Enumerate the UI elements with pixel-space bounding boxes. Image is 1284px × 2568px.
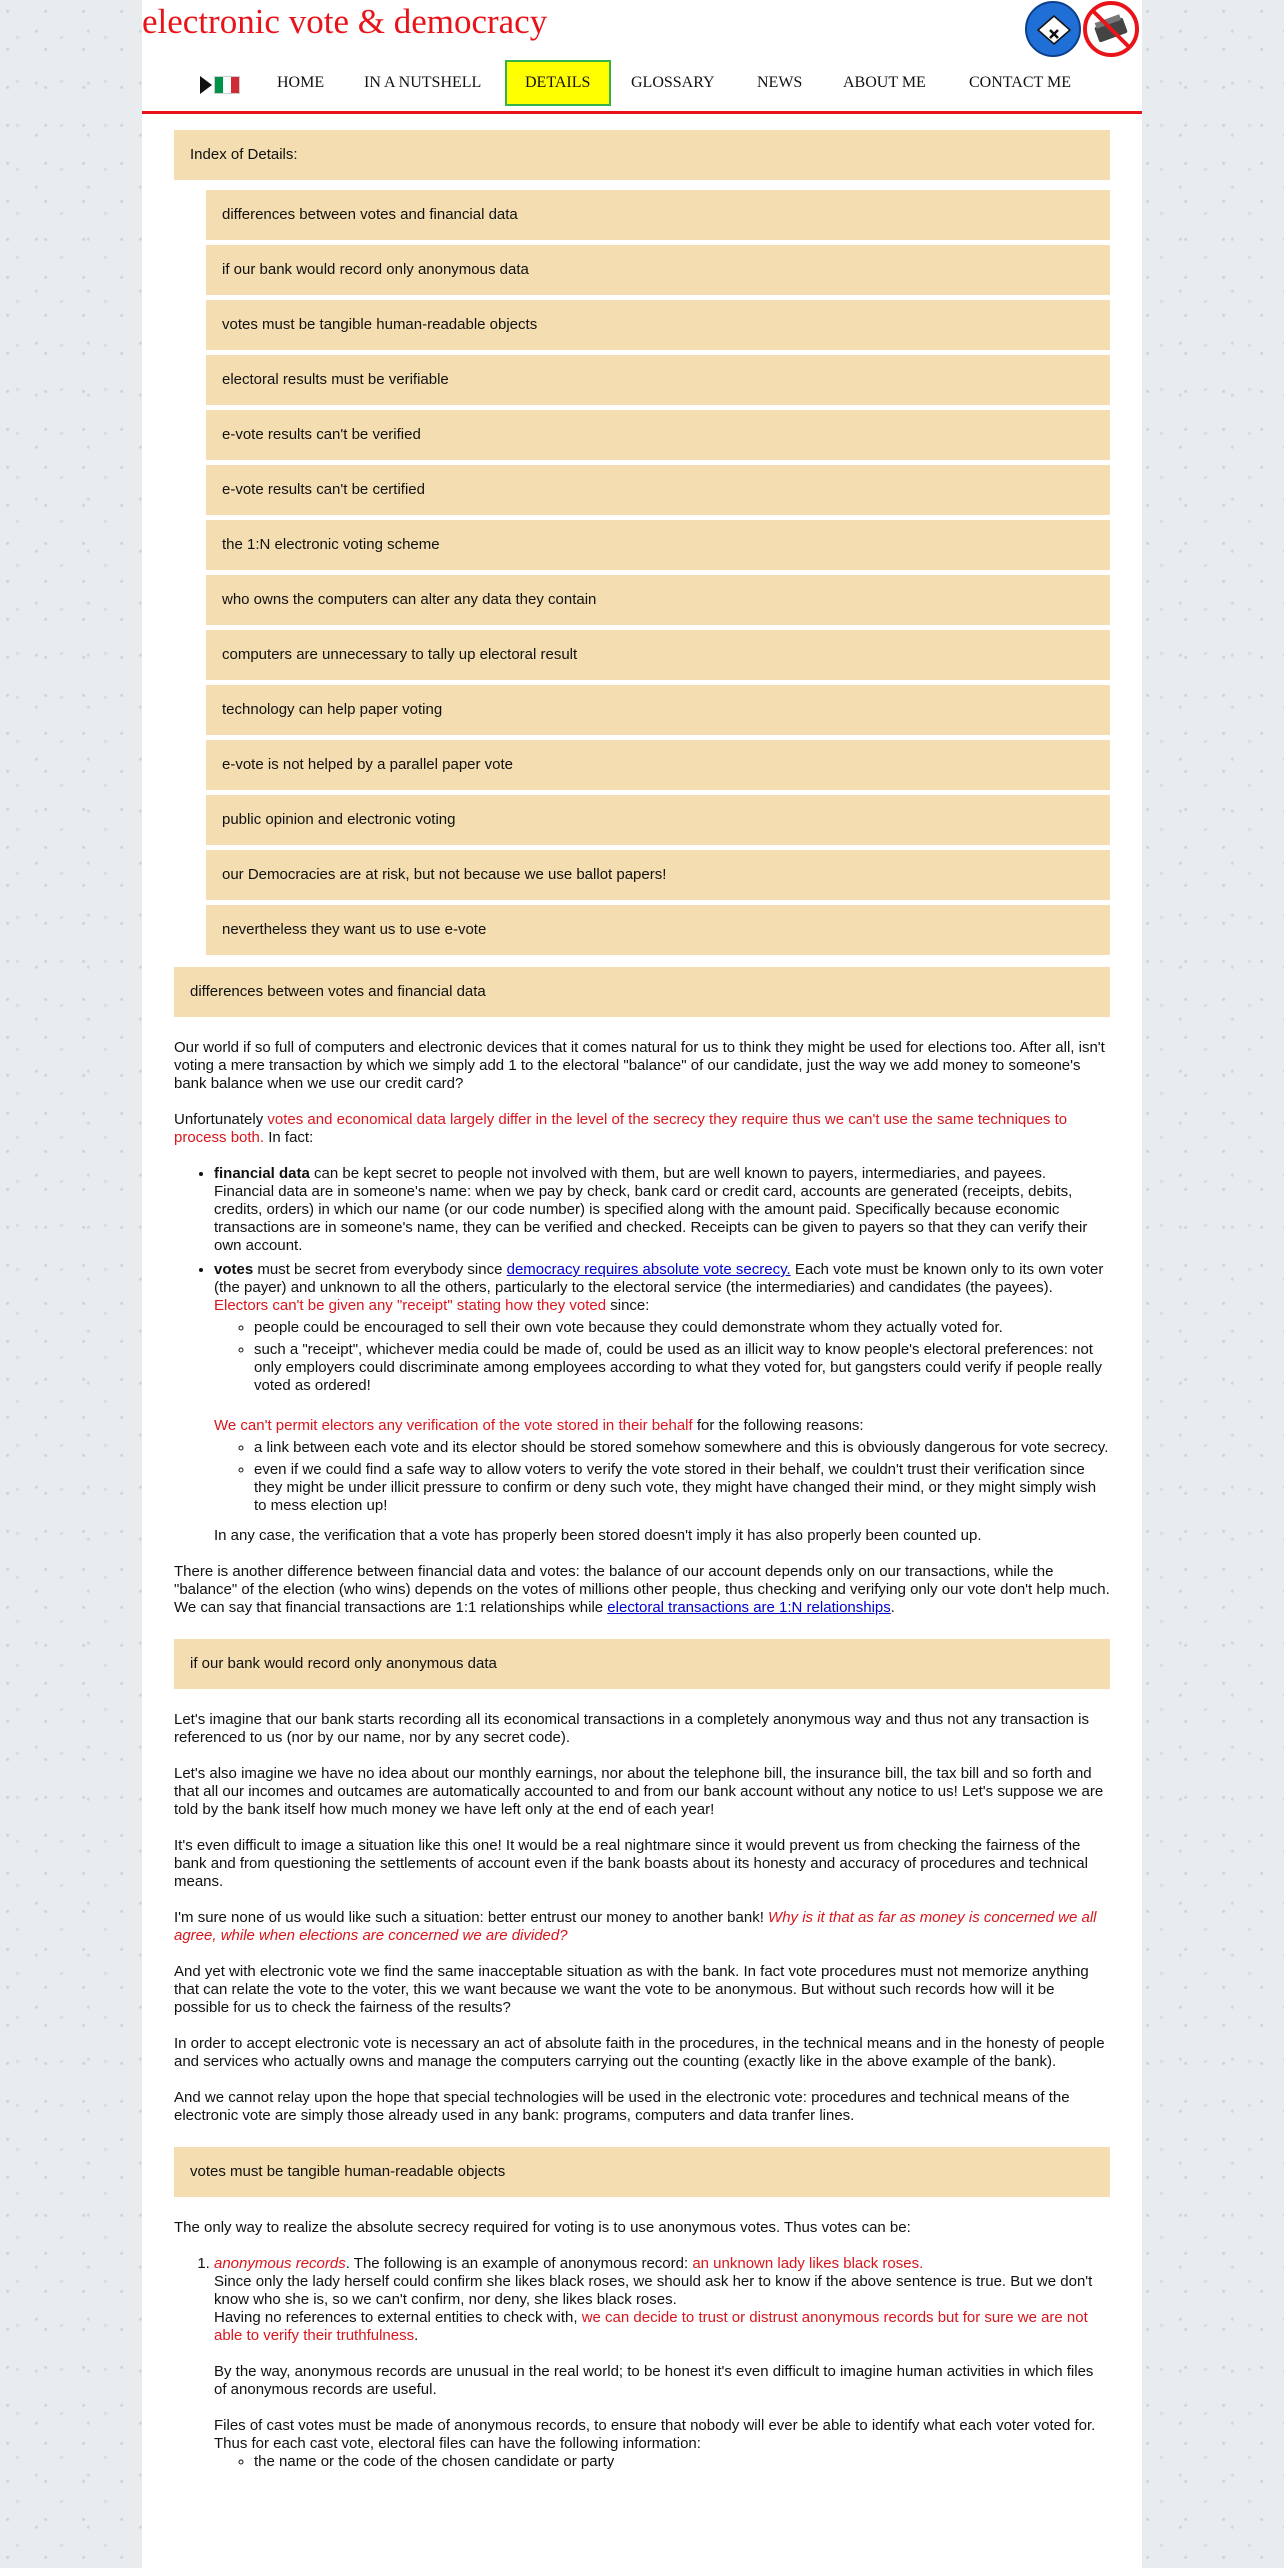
section-heading-anonymous-bank: if our bank would record only anonymous data xyxy=(174,1639,1110,1689)
nav-in-a-nutshell[interactable]: IN A NUTSHELL xyxy=(364,74,482,91)
paragraph: In any case, the verification that a vote has properly been stored doesn't imply it has also properly been counted up. xyxy=(214,1527,982,1544)
index-item[interactable]: technology can help paper voting xyxy=(206,685,1110,735)
nav-glossary[interactable]: GLOSSARY xyxy=(631,74,715,91)
highlight-text: an unknown lady likes black roses. xyxy=(692,2255,924,2272)
vote-kinds-list xyxy=(174,2255,1110,2471)
text: I'm sure none of us would like such a situation: better entrust our money to another bank! xyxy=(174,1909,769,1926)
paragraph xyxy=(174,1563,1110,1617)
nav-about-me[interactable]: ABOUT ME xyxy=(843,74,926,91)
nav-divider xyxy=(142,111,1142,114)
paragraph: And yet with electronic vote we find the same inacceptable situation as with the bank. In fact vote procedures must not memorize anything that can relate the vote to the voter, this we want because we want the vote to be anonymous. But without such records how will it be possible for us to check the fairness of the results? xyxy=(174,1963,1089,2016)
text: . xyxy=(414,2327,419,2344)
index-item[interactable]: computers are unnecessary to tally up electoral result xyxy=(206,630,1110,680)
term: financial data xyxy=(214,1165,310,1182)
text: . xyxy=(890,1599,895,1616)
index-item[interactable]: votes must be tangible human-readable objects xyxy=(206,300,1110,350)
italian-flag-icon xyxy=(214,76,240,94)
highlight-text: we can decide to trust or distrust anonymous records but for sure we are not able to verify their truthfulness xyxy=(214,2309,1088,2344)
highlight-text: Why is it that as far as money is concerned we all agree, while when elections are concerned we are divided? xyxy=(174,1909,1097,1944)
page xyxy=(142,0,1142,2568)
text: Unfortunately xyxy=(174,1111,268,1128)
list-item: ◦ a link between each vote and its elector should be stored somehow somewhere and this is obviously dangerous for vote secrecy. xyxy=(254,1439,1110,1457)
nav-details[interactable]: DETAILS xyxy=(505,60,611,106)
paragraph: By the way, anonymous records are unusual in the real world; to be honest it's even difficult to imagine human activities in which files of anonymous records are useful. xyxy=(214,2363,1094,2398)
index-item[interactable]: differences between votes and financial data xyxy=(206,190,1110,240)
text: There is another difference between financial data and votes: the balance of our account depends only on our transactions, while the "balance" of the election (who wins) depends on the votes of millions other people, thus checking and verifying only our vote don't help much. We can say that financial transactions are 1:1 relationships while xyxy=(174,1563,1110,1616)
site-title[interactable]: electronic vote & democracy xyxy=(142,2,548,41)
index-item[interactable]: the 1:N electronic voting scheme xyxy=(206,520,1110,570)
nav-news[interactable]: NEWS xyxy=(757,74,803,91)
receipt-reasons-list xyxy=(214,1319,1110,1395)
list-item xyxy=(214,1261,1110,1545)
list-item: ◦ even if we could find a safe way to allow voters to verify the vote stored in their behalf, we couldn't trust their verification since they might be under illicit pressure to confirm or deny such vote, they might have changed their mind, or they might simply wish to mess election up! xyxy=(254,1461,1110,1515)
text: for the following reasons: xyxy=(692,1417,864,1434)
text: must be secret from everybody since xyxy=(253,1261,507,1278)
index-item[interactable]: who owns the computers can alter any data they contain xyxy=(206,575,1110,625)
index-item[interactable]: e-vote results can't be certified xyxy=(206,465,1110,515)
highlight-term: anonymous records xyxy=(214,2255,346,2272)
index-item[interactable]: electoral results must be verifiable xyxy=(206,355,1110,405)
section-heading-votes-vs-financial: differences between votes and financial data xyxy=(174,967,1110,1017)
list-item: ◦ such a "receipt", whichever media could be made of, could be used as an illicit way to know people's electoral preferences: not only employers could discriminate among employees according to what they voted for, but gangsters could verify if people really voted as ordered! xyxy=(254,1341,1110,1395)
no-voting-machine-icon[interactable] xyxy=(1082,0,1140,58)
text: can be kept secret to people not involved with them, but are well known to payers, intermediaries, and payees. Financial data are in someone's name: when we pay by check, bank card or credit card, accounts are generated (receipts, debits, credits, orders) in which our name (or our code number) is specified along with the amount paid. Specifically because economic transactions are in someone's name, they can be verified and checked. Receipts can be given to payers so that they can verify their own account. xyxy=(214,1165,1088,1254)
text: Since only the lady herself could confirm she likes black roses, we should ask her to know if the above sentence is true. But we don't know who she is, so we can't confirm, nor deny, she likes black roses. xyxy=(214,2273,1093,2308)
list-item: ◦ people could be encouraged to sell their own vote because they could demonstrate whom they actually voted for. xyxy=(254,1319,1110,1337)
index-list xyxy=(206,190,1110,955)
list-item: ◦ the name or the code of the chosen candidate or party xyxy=(254,2453,1110,2471)
index-item[interactable]: e-vote is not helped by a parallel paper vote xyxy=(206,740,1110,790)
nav-home[interactable]: HOME xyxy=(277,74,325,91)
paragraph: And we cannot relay upon the hope that special technologies will be used in the electronic vote: procedures and technical means of the electronic vote are simply those already used in any bank: programs, computers and data tranfer lines. xyxy=(174,2089,1070,2124)
one-to-n-link[interactable]: electoral transactions are 1:N relationships xyxy=(607,1599,891,1616)
comparison-list xyxy=(174,1165,1110,1545)
index-title: Index of Details: xyxy=(174,130,1110,180)
list-item xyxy=(214,2255,1110,2471)
paragraph: In order to accept electronic vote is necessary an act of absolute faith in the procedures, in the technical means and in the honesty of people and services who actually owns and manage the computers carrying out the counting (exactly like in the above example of the bank). xyxy=(174,2035,1105,2070)
paragraph xyxy=(174,1909,1110,1945)
text: Each vote must be known only to its own voter (the payer) and unknown to all the others, particularly to the electoral service (the intermediaries) and candidates (the payees). xyxy=(214,1261,1104,1296)
index-item[interactable]: if our bank would record only anonymous data xyxy=(206,245,1110,295)
vote-secrecy-link[interactable]: democracy requires absolute vote secrecy. xyxy=(506,1261,791,1278)
paragraph: Let's also imagine we have no idea about our monthly earnings, nor about the telephone bill, the insurance bill, the tax bill and so forth and that all our incomes and outcames are automatically accounted to and from our bank account without any notice to us! Let's suppose we are told by the bank itself how much money we have left only at the end of each year! xyxy=(174,1765,1104,1818)
verification-reasons-list xyxy=(214,1439,1110,1515)
main-nav xyxy=(142,60,1142,110)
highlight-text: Electors can't be given any "receipt" stating how they voted xyxy=(214,1297,607,1314)
text: . The following is an example of anonymous record: xyxy=(345,2255,693,2272)
vote-record-fields-list xyxy=(214,2453,1110,2471)
nav-contact-me[interactable]: CONTACT ME xyxy=(969,74,1071,91)
highlight-text: We can't permit electors any verification of the vote stored in their behalf xyxy=(214,1417,693,1434)
paragraph: Our world if so full of computers and electronic devices that it comes natural for us to think they might be used for elections too. After all, isn't voting a mere transaction by which we simply add 1 to the electoral "balance" of our candidate, just the way we add money to someone's bank balance when we use our credit card? xyxy=(174,1039,1105,1092)
paragraph xyxy=(174,1111,1110,1147)
text: since: xyxy=(606,1297,650,1314)
term: votes xyxy=(214,1261,254,1278)
paragraph: Let's imagine that our bank starts recording all its economical transactions in a completely anonymous way and thus not any transaction is referenced to us (nor by our name, nor by any secret code). xyxy=(174,1711,1090,1746)
language-switch[interactable] xyxy=(200,73,240,97)
text: In fact: xyxy=(264,1129,314,1146)
text: Having no references to external entities to check with, xyxy=(214,2309,582,2326)
highlight-text: votes and economical data largely differ in the level of the secrecy they require thus we can't use the same techniques to process both. xyxy=(174,1111,1068,1146)
arrow-right-icon xyxy=(200,76,212,94)
section-heading-tangible-votes: votes must be tangible human-readable objects xyxy=(174,2147,1110,2197)
paragraph: Files of cast votes must be made of anonymous records, to ensure that nobody will ever be able to identify what each voter voted for. Thus for each cast vote, electoral files can have the following information: xyxy=(214,2417,1096,2452)
main-content xyxy=(174,130,1110,2475)
list-item xyxy=(214,1165,1110,1255)
paragraph: The only way to realize the absolute secrecy required for voting is to use anonymous votes. Thus votes can be: xyxy=(174,2219,911,2236)
ballot-box-icon[interactable] xyxy=(1024,0,1082,58)
index-item[interactable]: e-vote results can't be verified xyxy=(206,410,1110,460)
paragraph: It's even difficult to image a situation like this one! It would be a real nightmare since it would prevent us from checking the fairness of the bank and from questioning the settlements of account even if the bank boasts about its honesty and accuracy of procedures and technical means. xyxy=(174,1837,1088,1890)
index-item[interactable]: our Democracies are at risk, but not because we use ballot papers! xyxy=(206,850,1110,900)
index-item[interactable]: public opinion and electronic voting xyxy=(206,795,1110,845)
index-item[interactable]: nevertheless they want us to use e-vote xyxy=(206,905,1110,955)
